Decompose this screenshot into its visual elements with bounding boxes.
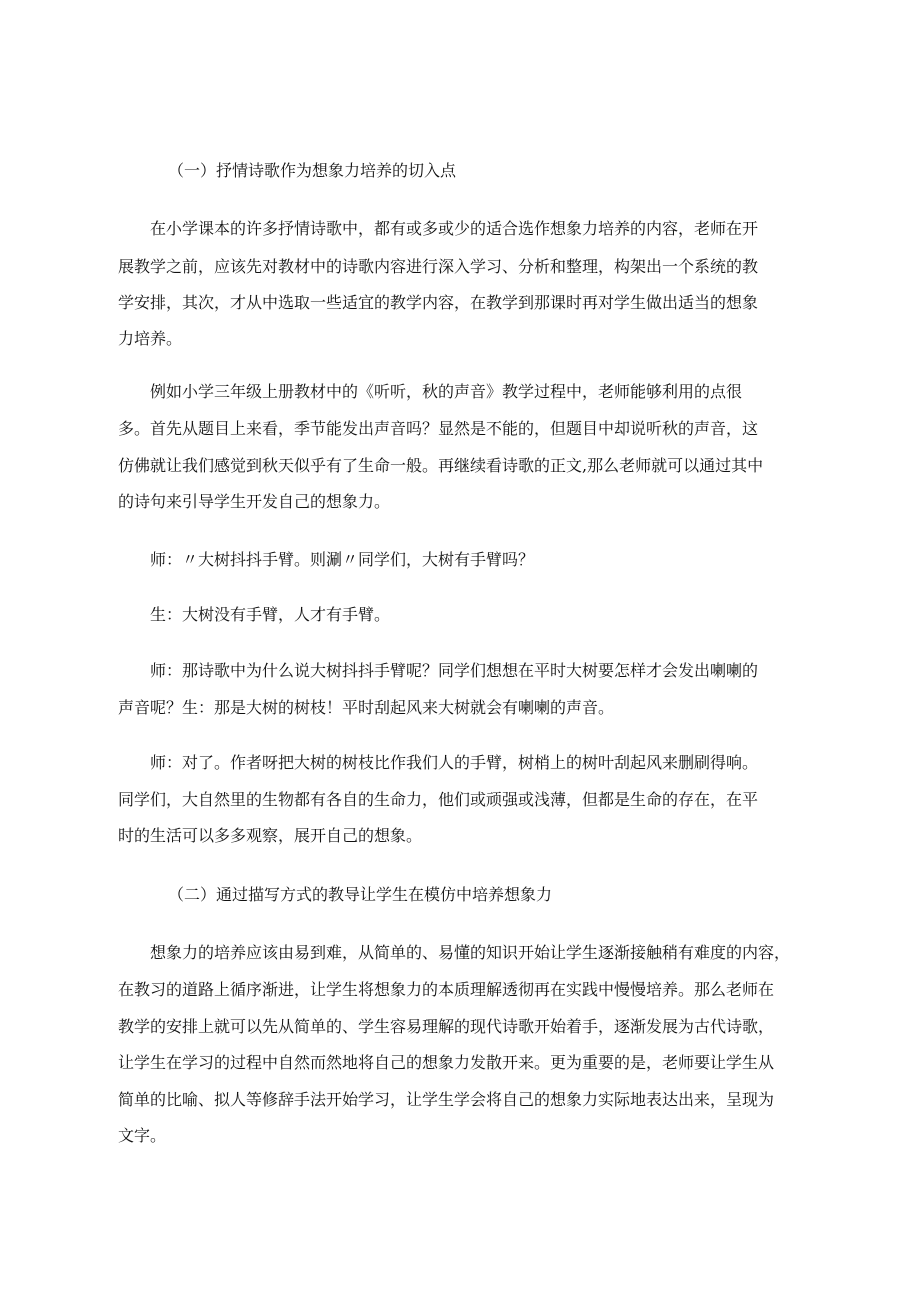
paragraph-3-line-2: 在教习的道路上循序渐进，让学生将想象力的本质理解透彻再在实践中慢慢培养。那么老师在	[118, 980, 775, 999]
paragraph-2-line-2: 多。首先从题目上来看，季节能发出声音吗？显然是不能的，但题目中却说听秋的声音，这	[118, 419, 759, 438]
dialogue-teacher-3-line-1: 师：对了。作者呀把大树的树枝比作我们人的手臂，树梢上的树叶刮起风来删刷得响。	[150, 753, 759, 772]
paragraph-3-line-6: 文字。	[118, 1126, 167, 1145]
dialogue-teacher-2-line-1: 师：那诗歌中为什么说大树抖抖手臂呢？同学们想想在平时大树要怎样才会发出喇喇的	[150, 661, 759, 680]
paragraph-3-line-4: 让学生在学习的过程中自然而然地将自己的想象力发散开来。更为重要的是，老师要让学生从	[118, 1053, 775, 1072]
dialogue-student-1: 生：大树没有手臂，人才有手臂。	[150, 605, 391, 624]
section-heading-2: （二）通过描写方式的教导让学生在模仿中培养想象力	[168, 885, 553, 904]
paragraph-3-line-5: 简单的比喻、拟人等修辞手法开始学习，让学生学会将自己的想象力实际地表达出来，呈现为	[118, 1090, 775, 1109]
paragraph-2-line-3: 仿佛就让我们感觉到秋天似乎有了生命一般。再继续看诗歌的正文,那么老师就可以通过其中	[118, 456, 764, 475]
paragraph-2-line-4: 的诗句来引导学生开发自己的想象力。	[118, 492, 391, 511]
dialogue-teacher-1: 师：〃大树抖抖手臂。则涮〃同学们，大树有手臂吗？	[150, 550, 535, 569]
paragraph-3-line-3: 教学的安排上就可以先从简单的、学生容易理解的现代诗歌开始着手，逐渐发展为古代诗歌，	[118, 1017, 775, 1036]
paragraph-3-line-1: 想象力的培养应该由易到难，从简单的、易懂的知识开始让学生逐渐接触稍有难度的内容，	[150, 943, 791, 962]
paragraph-2-line-1: 例如小学三年级上册教材中的《听听，秋的声音》教学过程中，老师能够利用的点很	[150, 382, 743, 401]
paragraph-1-line-2: 展教学之前，应该先对教材中的诗歌内容进行深入学习、分析和整理，构架出一个系统的教	[118, 257, 759, 276]
paragraph-1-line-4: 力培养。	[118, 329, 183, 348]
dialogue-teacher-3-line-2: 同学们，大自然里的生物都有各自的生命力，他们或顽强或浅薄，但都是生命的存在，在平	[118, 790, 759, 809]
paragraph-1-line-3: 学安排，其次，才从中选取一些适宜的教学内容，在教学到那课时再对学生做出适当的想象	[118, 293, 759, 312]
dialogue-teacher-2-line-2: 声音呢？生：那是大树的树枝！平时刮起风来大树就会有喇喇的声音。	[118, 698, 615, 717]
paragraph-1-line-1: 在小学课本的许多抒情诗歌中，都有或多或少的适合选作想象力培养的内容，老师在开	[150, 219, 759, 238]
section-heading-1: （一）抒情诗歌作为想象力培养的切入点	[168, 161, 457, 180]
dialogue-teacher-3-line-3: 时的生活可以多多观察，展开自己的想象。	[118, 826, 423, 845]
